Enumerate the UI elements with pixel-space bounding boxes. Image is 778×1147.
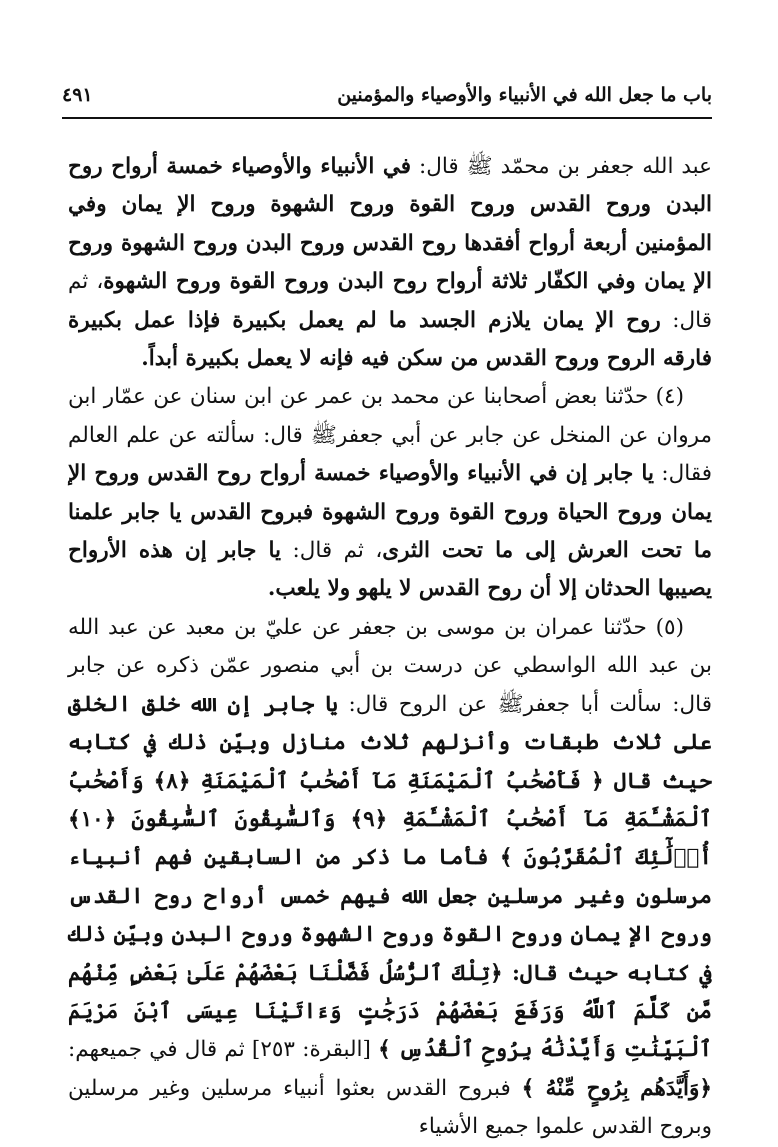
page-number: ٤٩١ — [62, 84, 93, 106]
narration-text: ، ثم قال: — [281, 538, 383, 564]
quoted-saying: في الأنبياء والأوصياء خمسة أرواح روح البدن وروح القدس وروح القوة وروح الشهوة وروح الإ يمان وفي المؤمنين أربعة أرواح أفقدها روح القدس وروح البدن وروح الشهوة وروح الإ يمان وفي الكفّار ثلاثة أرواح روح البدن وروح القوة وروح الشهوة — [68, 154, 712, 295]
salutation-glyph: ﷺ — [466, 154, 493, 179]
running-header — [62, 78, 712, 118]
verse-reference: [البقرة: ٢٥٣] ثم قال في جميعهم: — [68, 1037, 379, 1063]
narration-text: ، ثم قال: — [68, 269, 712, 333]
quoted-saying: يا جابر إن هذه الأرواح يصيبها الحدثان إلا أن روح القدس لا يلهو ولا يلعب. — [68, 538, 712, 602]
quoted-saying: يا جابر إن الله خلق الخلق على ثلاث طبقات وأنزلهم ثلاث منازل وبيّن ذلك في كتابه حيث قال — [68, 691, 713, 794]
narration-text: عن الروح قال: — [338, 691, 498, 717]
quran-verse: ﴿ فَأَصْحَٰبُ ٱلْمَيْمَنَةِ مَآ أَصْحَٰبُ ٱلْمَيْمَنَةِ ﴿٨﴾ وَأَصْحَٰبُ ٱلْمَشْـَٔمَةِ مَآ أَصْحَٰبُ ٱلْمَشْـَٔمَةِ ﴿٩﴾ وَٱلسَّٰبِقُونَ ٱلسَّٰبِقُونَ ﴿١٠﴾ أُو۟لَٰٓئِكَ ٱلْمُقَرَّبُونَ ﴾ — [68, 768, 712, 871]
quoted-saying: فأما ما ذكر من السابقين فهم أنبياء مرسلون وغير مرسلين جعل الله فيهم خمس أرواح روح القدس وروح الإ يمان وروح القوة وروح الشهوة وروح البدن وبيّن ذلك في كتابه حيث قال: — [68, 845, 712, 986]
quoted-saying: روح الإ يمان يلازم الجسد ما لم يعمل بكبيرة فإذا عمل بكبيرة فارقه الروح وروح القدس من سكن فيه فإنه لا يعمل بكبيرة أبداً. — [68, 307, 712, 372]
isnad-text: (٤) حدّثنا بعض أصحابنا عن محمد بن عمر عن ابن سنان عن عمّار ابن مروان عن المنخل عن جابر عن أبي جعفر — [68, 384, 712, 448]
narration-text: فبروح القدس بعثوا أنبياء مرسلين وغير مرسلين وبروح القدس علموا جميع الأشياء — [68, 1075, 712, 1140]
isnad-text: (٥) حدّثنا عمران بن موسى بن جعفر عن عليّ بن معبد عن عبد الله بن عبد الله الواسطي عن درست بن أبي منصور عمّن ذكره عن جابر قال: سألت أبا جعفر — [68, 614, 712, 717]
salutation-glyph: ﷺ — [497, 691, 524, 717]
narration-text: قال: — [411, 154, 467, 179]
quran-verse: ﴿وَأَيَّدَهُم بِرُوحٍ مِّنْهُ ﴾ — [521, 1075, 713, 1101]
salutation-glyph: ﷺ — [310, 422, 337, 448]
paragraph-1 — [68, 148, 712, 378]
narration-text: عبد الله جعفر بن محمّد — [492, 154, 712, 179]
paragraph-5 — [68, 609, 712, 1147]
quoted-saying: يا جابر إن في الأنبياء والأوصياء خمسة أرواح روح القدس وروح الإ يمان وروح الحياة وروح القوة وروح الشهوة فبروح القدس يا جابر علمنا ما تحت العرش إلى ما تحت الثرى — [68, 461, 712, 564]
quran-verse: ﴿تِلْكَ ٱلرُّسُلُ فَضَّلْنَا بَعْضَهُمْ عَلَىٰ بَعْضٍ مِّنْهُم مَّن كَلَّمَ ٱللَّهُ وَرَفَعَ بَعْضَهُمْ دَرَجَٰتٍ وَءَاتَيْنَا عِيسَى ٱبْنَ مَرْيَمَ ٱلْبَيِّنَٰتِ وَأَيَّدْنَٰهُ بِرُوحِ ٱلْقُدُسِ ﴾ — [68, 960, 712, 1063]
page-body — [68, 148, 712, 1147]
header-divider — [62, 117, 712, 119]
narration-text: قال: سألته عن علم العالم فقال: — [68, 422, 712, 487]
chapter-title: باب ما جعل الله في الأنبياء والأوصياء والمؤمنين — [337, 84, 712, 106]
paragraph-4 — [68, 378, 712, 608]
